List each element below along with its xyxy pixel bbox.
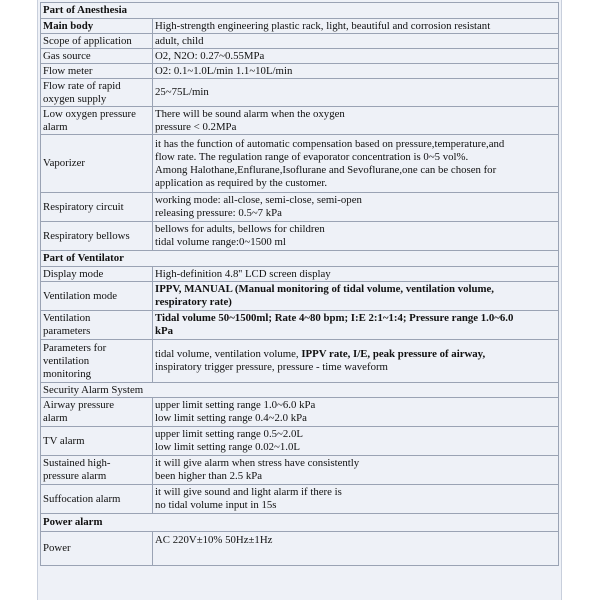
row-label: Sustained high- pressure alarm [41, 456, 153, 485]
row-label: Ventilation parameters [41, 311, 153, 340]
row-value: High-strength engineering plastic rack, light, beautiful and corrosion resistant [153, 19, 559, 34]
row-label: Parameters for ventilation monitoring [41, 340, 153, 383]
row-value: Tidal volume 50~1500ml; Rate 4~80 bpm; I:E 2:1~1:4; Pressure range 1.0~6.0 kPa [153, 311, 559, 340]
row-value: working mode: all-close, semi-close, semi-open releasing pressure: 0.5~7 kPa [153, 193, 559, 222]
row-label: Display mode [41, 267, 153, 282]
table-row [41, 64, 559, 79]
row-label: Gas source [41, 49, 153, 64]
section-title: Security Alarm System [41, 383, 559, 398]
row-label: Suffocation alarm [41, 485, 153, 514]
row-label: Main body [41, 19, 153, 34]
row-label: Scope of application [41, 34, 153, 49]
row-value: IPPV, MANUAL (Manual monitoring of tidal volume, ventilation volume, respiratory rate) [153, 282, 559, 311]
table-row [41, 282, 559, 311]
row-label: Low oxygen pressure alarm [41, 107, 153, 135]
section-security [41, 383, 559, 398]
row-value: O2: 0.1~1.0L/min 1.1~10L/min [153, 64, 559, 79]
row-label: Flow rate of rapid oxygen supply [41, 79, 153, 107]
row-value: bellows for adults, bellows for children tidal volume range:0~1500 ml [153, 222, 559, 251]
row-value: There will be sound alarm when the oxygen pressure < 0.2MPa [153, 107, 559, 135]
row-label: TV alarm [41, 427, 153, 456]
row-value: upper limit setting range 0.5~2.0L low limit setting range 0.02~1.0L [153, 427, 559, 456]
row-label: Airway pressure alarm [41, 398, 153, 427]
section-title: Part of Ventilator [41, 251, 559, 267]
section-ventilator [41, 251, 559, 267]
value-bold: IPPV rate, I/E, peak pressure of airway, [301, 348, 486, 360]
table-row [41, 222, 559, 251]
table-row [41, 267, 559, 282]
table-row [41, 427, 559, 456]
row-value: upper limit setting range 1.0~6.0 kPa low limit setting range 0.4~2.0 kPa [153, 398, 559, 427]
table-row [41, 79, 559, 107]
row-value: it will give alarm when stress have consistently been higher than 2.5 kPa [153, 456, 559, 485]
table-row [41, 485, 559, 514]
row-label: Power [41, 532, 153, 566]
row-value: AC 220V±10% 50Hz±1Hz [153, 532, 559, 566]
row-label: Ventilation mode [41, 282, 153, 311]
row-value: O2, N2O: 0.27~0.55MPa [153, 49, 559, 64]
table-row [41, 398, 559, 427]
table-row [41, 311, 559, 340]
row-value: 25~75L/min [153, 79, 559, 107]
table-row [41, 193, 559, 222]
table-row [41, 19, 559, 34]
table-row [41, 532, 559, 566]
row-value: adult, child [153, 34, 559, 49]
row-value: it will give sound and light alarm if there is no tidal volume input in 15s [153, 485, 559, 514]
section-anesthesia [41, 3, 559, 19]
row-label: Respiratory circuit [41, 193, 153, 222]
value-plain: tidal volume, ventilation volume, [155, 348, 302, 360]
row-label: Flow meter [41, 64, 153, 79]
section-title: Part of Anesthesia [41, 3, 559, 19]
table-row [41, 107, 559, 135]
table-row [41, 49, 559, 64]
section-power-alarm [41, 514, 559, 532]
row-value: it has the function of automatic compensation based on pressure,temperature,and flow rate. The regulation range of evaporator concentration is 0~5 vol%. Among Halothane,Enflurane,Isoflurane and Sevoflurane,one can be chosen for application as required by the customer. [153, 135, 559, 193]
table-row [41, 34, 559, 49]
table-row [41, 340, 559, 383]
row-label: Respiratory bellows [41, 222, 153, 251]
row-value [153, 340, 559, 383]
spec-table [40, 2, 559, 566]
table-row [41, 135, 559, 193]
row-label: Vaporizer [41, 135, 153, 193]
section-title: Power alarm [41, 514, 559, 532]
row-value: High-definition 4.8'' LCD screen display [153, 267, 559, 282]
table-row [41, 456, 559, 485]
value-tail: inspiratory trigger pressure, pressure - time waveform [155, 361, 388, 373]
